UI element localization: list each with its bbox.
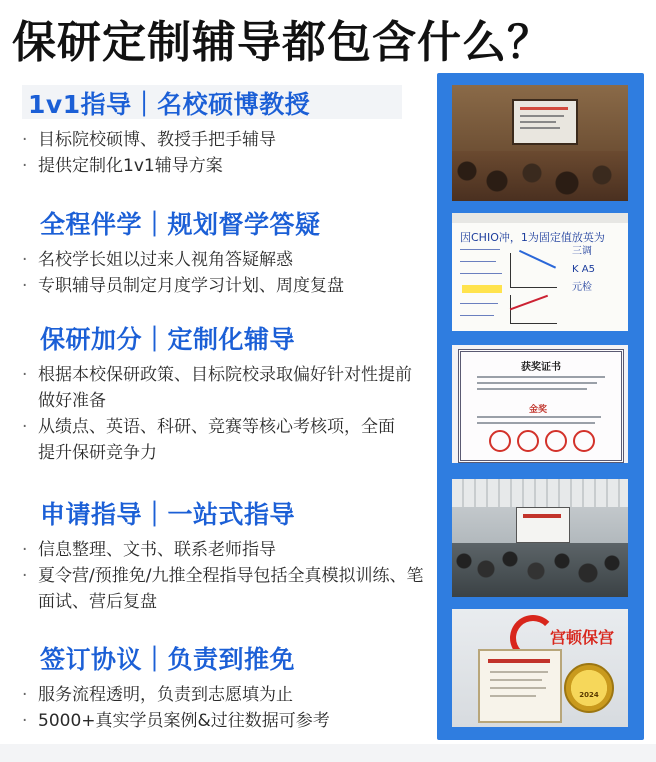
medal-icon: 2024 [564,663,614,713]
list-item: · 5000+真实学员案例&过往数据可参考 [22,711,330,731]
bullet-list [18,682,430,734]
lecture-hall-photo [452,479,628,597]
classroom-photo [452,85,628,201]
list-item: · 目标院校硕博、教授手把手辅导 [22,130,276,150]
presentation-screen [516,507,570,543]
award-plaque [478,649,562,723]
list-item: · 专职辅导员制定月度学习计划、周度复盘 [22,276,344,296]
certificate-photo [452,345,628,463]
section-1v1 [0,85,430,179]
list-item: · 根据本校保研政策、目标院校录取偏好针对性提前做好准备 [22,365,412,411]
section-heading: 保研加分｜定制化辅导 [40,325,296,354]
certificate-title: 获奖证书 [521,362,561,373]
notes-scribble: 三调 K A5 元检 [572,246,595,293]
list-item: · 夏令营/预推免/九推全程指导包括全真模拟训练、笔面试、营后复盘 [22,566,424,612]
brand-text: 宫顿保宫 [550,628,615,647]
bullet-list [18,127,430,179]
list-item: · 服务流程透明，负责到志愿填为止 [22,685,293,705]
bottom-strip [0,744,656,762]
section-agreement [0,640,430,734]
audience [452,543,628,597]
list-item: · 名校学长姐以过来人视角答疑解惑 [22,250,293,270]
section-heading: 1v1指导｜名校硕博教授 [28,85,458,121]
study-notes-photo [452,213,628,331]
certificate-award: 金奖 [529,405,548,415]
section-heading: 全程伴学｜规划督学答疑 [40,210,321,239]
list-item: · 信息整理、文书、联系老师指导 [22,540,276,560]
bullet-list [18,362,418,466]
bullet-list [18,537,430,615]
photo-panel [437,73,644,740]
audience [452,151,628,201]
projector-screen [512,99,578,145]
page-title: 保研定制辅导都包含什么？ [12,17,552,68]
list-item: · 从绩点、英语、科研、竞赛等核心考核项，全面提升保研竞争力 [22,417,395,463]
section-bonus [0,320,430,466]
awards-photo [452,609,628,727]
list-item: · 提供定制化1v1辅导方案 [22,156,223,176]
seal-icon [545,430,567,452]
seal-icon [517,430,539,452]
section-heading: 签订协议｜负责到推免 [40,645,296,674]
section-application [0,495,430,615]
seal-icon [489,430,511,452]
notes-text: 因CHIO冲，1为固定值放英为 [460,231,605,244]
seal-icon [573,430,595,452]
section-companion [0,205,430,299]
bullet-list [18,247,430,299]
section-heading: 申请指导｜一站式指导 [40,500,296,529]
